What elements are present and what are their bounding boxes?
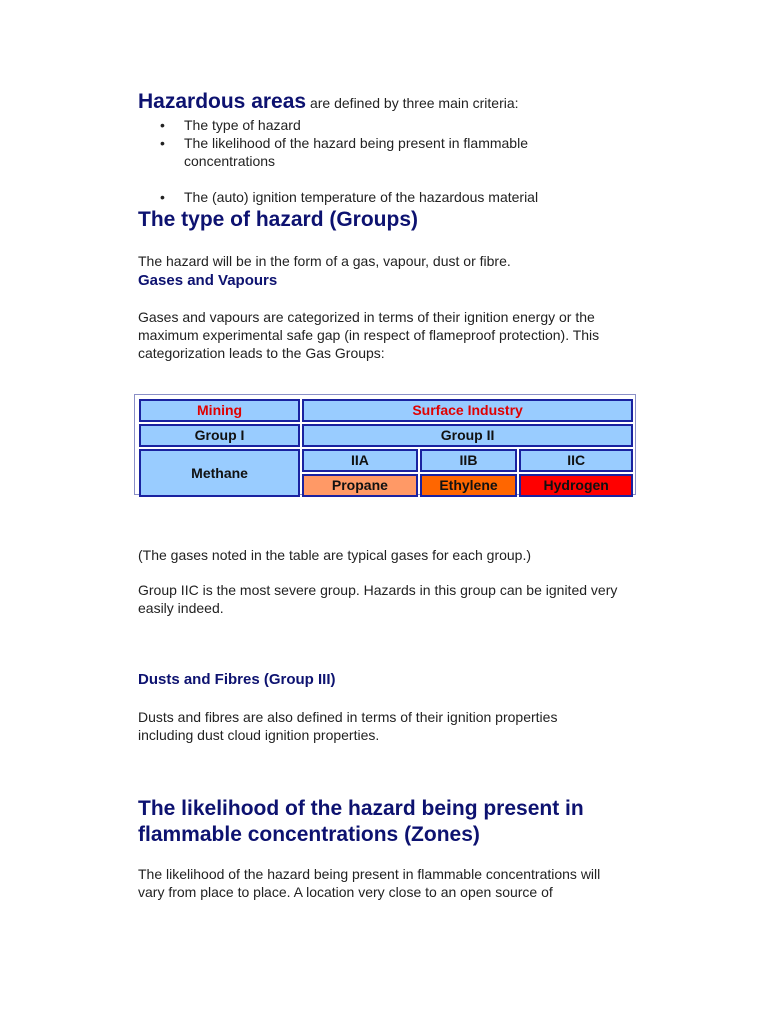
ethylene-cell: Ethylene [420, 474, 518, 497]
surface-industry-header: Surface Industry [302, 399, 633, 422]
dusts-heading: Dusts and Fibres (Group III) [138, 671, 336, 688]
groups-heading: The type of hazard (Groups) [138, 208, 419, 231]
criteria-item: • The likelihood of the hazard being present in flammable concentrations [138, 134, 564, 170]
subgroup-iib-cell: IIB [420, 449, 518, 472]
zones-text: The likelihood of the hazard being present in flammable concentrations will vary from place to place. A location very close to an open source of [138, 866, 601, 900]
gas-groups-table-frame [134, 394, 636, 495]
criteria-item: • The type of hazard [138, 116, 578, 134]
criteria-list [138, 116, 578, 206]
dusts-text: Dusts and fibres are also defined in terms of their ignition properties including dust cloud ignition properties. [138, 709, 558, 743]
gas-groups-table [137, 397, 635, 499]
methane-cell: Methane [139, 449, 300, 497]
groups-text: The hazard will be in the form of a gas, vapour, dust or fibre. [138, 253, 511, 269]
typical-gases-note: (The gases noted in the table are typical gases for each group.) [138, 547, 532, 563]
group-ii-cell: Group II [302, 424, 633, 447]
zones-heading: The likelihood of the hazard being present in flammable concentrations (Zones) [138, 797, 584, 846]
subgroup-iia-cell: IIA [302, 449, 418, 472]
criteria-item: • The (auto) ignition temperature of the hazardous material [138, 188, 578, 206]
hydrogen-cell: Hydrogen [519, 474, 633, 497]
mining-header: Mining [139, 399, 300, 422]
intro-lead: Hazardous areas [138, 90, 307, 113]
group-i-cell: Group I [139, 424, 300, 447]
intro-text: are defined by three main criteria: [309, 95, 519, 111]
gases-text: Gases and vapours are categorized in terms of their ignition energy or the maximum experimental safe gap (in respect of flameproof protection). This categorization leads to the Gas Groups: [138, 309, 600, 361]
propane-cell: Propane [302, 474, 418, 497]
subgroup-iic-cell: IIC [519, 449, 633, 472]
severity-note: Group IIC is the most severe group. Hazards in this group can be ignited very easily indeed. [138, 582, 618, 616]
intro-paragraph [138, 90, 519, 113]
gases-heading: Gases and Vapours [138, 272, 278, 289]
